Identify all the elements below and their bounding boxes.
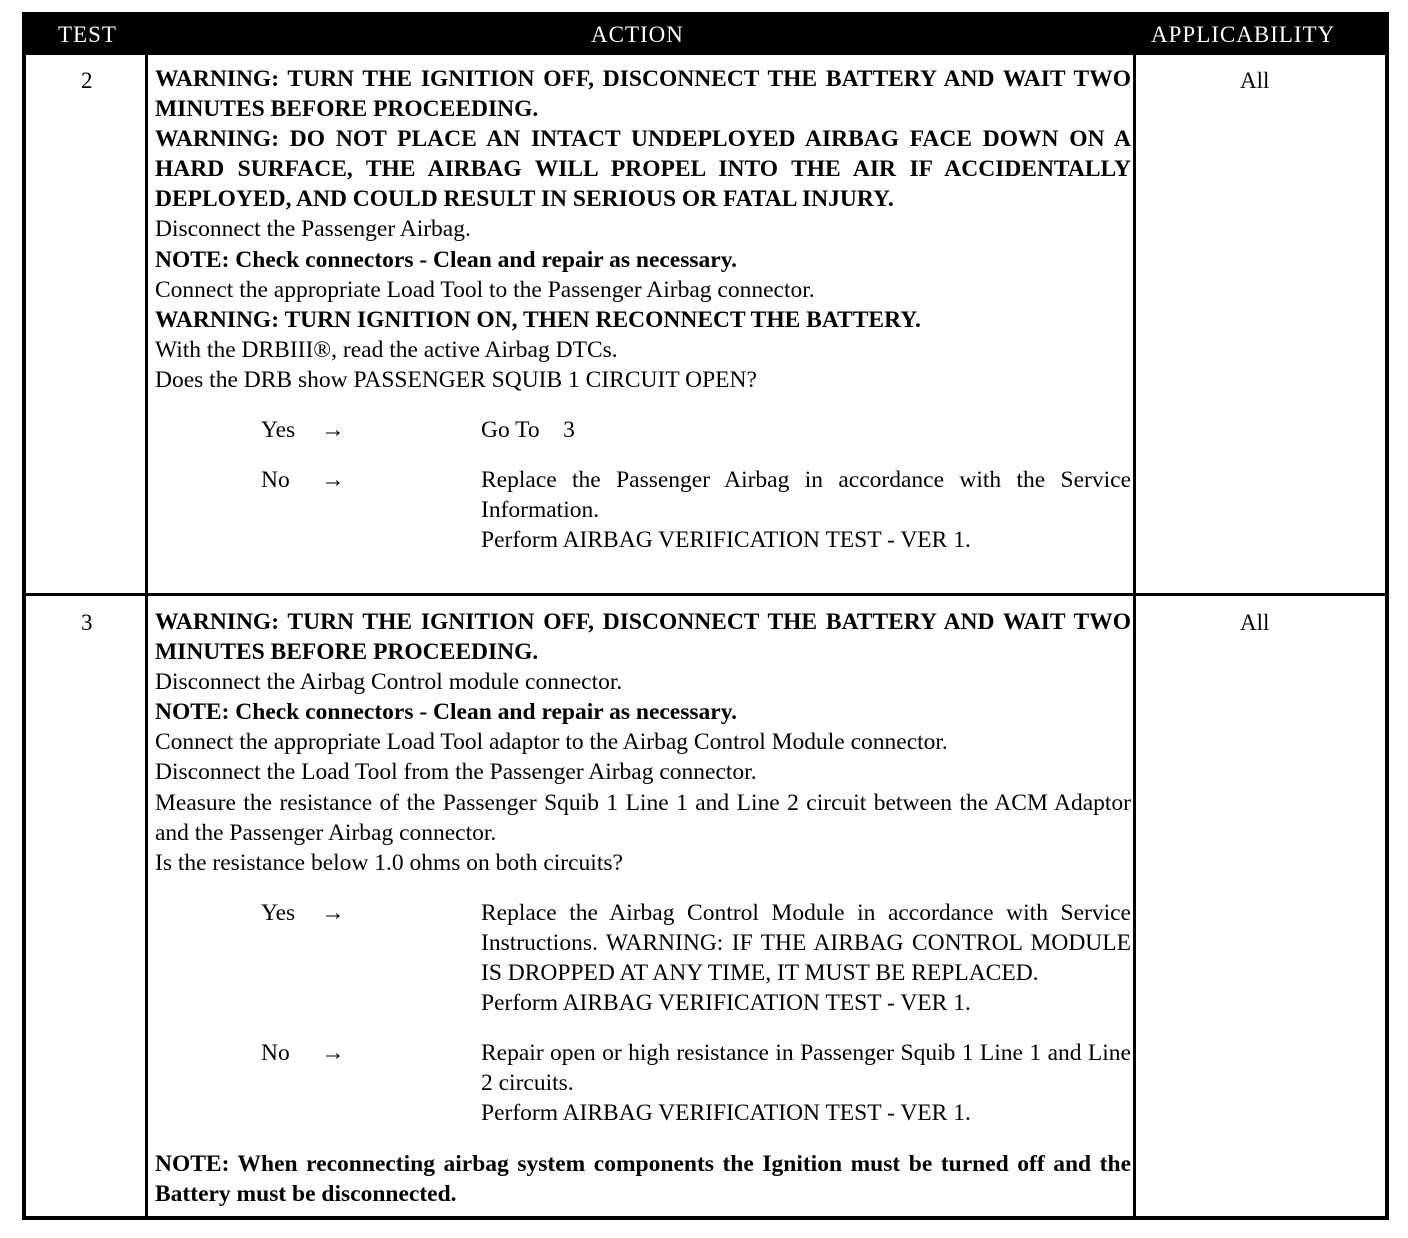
no-result: Perform AIRBAG VERIFICATION TEST - VER 1. — [481, 527, 971, 554]
header-applicability: APPLICABILITY — [1151, 22, 1336, 47]
step-text: Measure the resistance of the Passenger Squib 1 Line 1 and Line 2 circuit between the ACM Adaptor and the Passenger Airbag connector. — [155, 789, 1131, 846]
no-result: Replace the Passenger Airbag in accordance with the Service Information. — [481, 467, 1131, 524]
note-reconnecting: NOTE: When reconnecting airbag system components the Ignition must be turned off and the Battery must be disconnected. — [155, 1150, 1131, 1207]
action-cell-test-3 — [155, 607, 1131, 1209]
column-divider-test-action — [145, 16, 148, 1216]
right-arrow-icon: → — [321, 467, 345, 494]
no-label: No — [261, 1040, 290, 1067]
question-text: Does the DRB show PASSENGER SQUIB 1 CIRCUIT OPEN? — [155, 366, 757, 393]
no-option — [261, 465, 1131, 555]
yes-label: Yes — [261, 417, 296, 444]
step-text: Connect the appropriate Load Tool adaptor to the Airbag Control Module connector. — [155, 729, 948, 756]
yes-result: Go To 3 — [481, 417, 575, 444]
warning-ignition-off: WARNING: TURN THE IGNITION OFF, DISCONNECT THE BATTERY AND WAIT TWO MINUTES BEFORE PROCEEDING. — [155, 66, 1131, 123]
applicability-3: All — [1240, 610, 1270, 635]
question-text: Is the resistance below 1.0 ohms on both circuits? — [155, 849, 623, 876]
right-arrow-icon: → — [321, 899, 345, 926]
yes-option — [261, 415, 1131, 445]
row-divider — [26, 593, 1385, 596]
step-text: Disconnect the Passenger Airbag. — [155, 216, 471, 243]
applicability-2: All — [1240, 68, 1270, 93]
no-result: Perform AIRBAG VERIFICATION TEST - VER 1. — [481, 1100, 971, 1127]
test-number-3: 3 — [81, 610, 93, 635]
note-check-connectors: NOTE: Check connectors - Clean and repair as necessary. — [155, 246, 738, 273]
warning-airbag-face-down: WARNING: DO NOT PLACE AN INTACT UNDEPLOYED AIRBAG FACE DOWN ON A HARD SURFACE, THE AIRBAG WILL PROPEL INTO THE AIR IF ACCIDENTALLY DEPLOYED, AND COULD RESULT IN SERIOUS OR FATAL INJURY. — [155, 126, 1131, 213]
header-action: ACTION — [591, 22, 684, 47]
step-text: Disconnect the Load Tool from the Passenger Airbag connector. — [155, 759, 757, 786]
warning-ignition-on: WARNING: TURN IGNITION ON, THEN RECONNECT THE BATTERY. — [155, 306, 921, 333]
yes-result: Replace the Airbag Control Module in accordance with Service Instructions. WARNING: IF THE AIRBAG CONTROL MODULE IS DROPPED AT ANY TIME, IT MUST BE REPLACED. — [481, 899, 1131, 987]
right-arrow-icon: → — [321, 1040, 345, 1067]
test-number-2: 2 — [81, 68, 93, 93]
right-arrow-icon: → — [321, 417, 345, 444]
step-text: Connect the appropriate Load Tool to the Passenger Airbag connector. — [155, 276, 815, 303]
yes-option — [261, 898, 1131, 1018]
no-label: No — [261, 467, 290, 494]
header-test: TEST — [58, 22, 117, 47]
action-cell-test-2 — [155, 64, 1131, 555]
step-text: Disconnect the Airbag Control module connector. — [155, 669, 623, 696]
column-divider-action-applicability — [1133, 16, 1136, 1216]
no-option — [261, 1038, 1131, 1128]
note-check-connectors: NOTE: Check connectors - Clean and repair as necessary. — [155, 699, 738, 726]
yes-result: Perform AIRBAG VERIFICATION TEST - VER 1. — [481, 990, 971, 1017]
no-result: Repair open or high resistance in Passenger Squib 1 Line 1 and Line 2 circuits. — [481, 1040, 1131, 1097]
warning-ignition-off: WARNING: TURN THE IGNITION OFF, DISCONNECT THE BATTERY AND WAIT TWO MINUTES BEFORE PROCEEDING. — [155, 609, 1131, 666]
step-text: With the DRBIII®, read the active Airbag DTCs. — [155, 336, 618, 363]
yes-label: Yes — [261, 899, 296, 926]
diagnostic-test-table — [22, 12, 1389, 1220]
table-header — [26, 16, 1385, 55]
